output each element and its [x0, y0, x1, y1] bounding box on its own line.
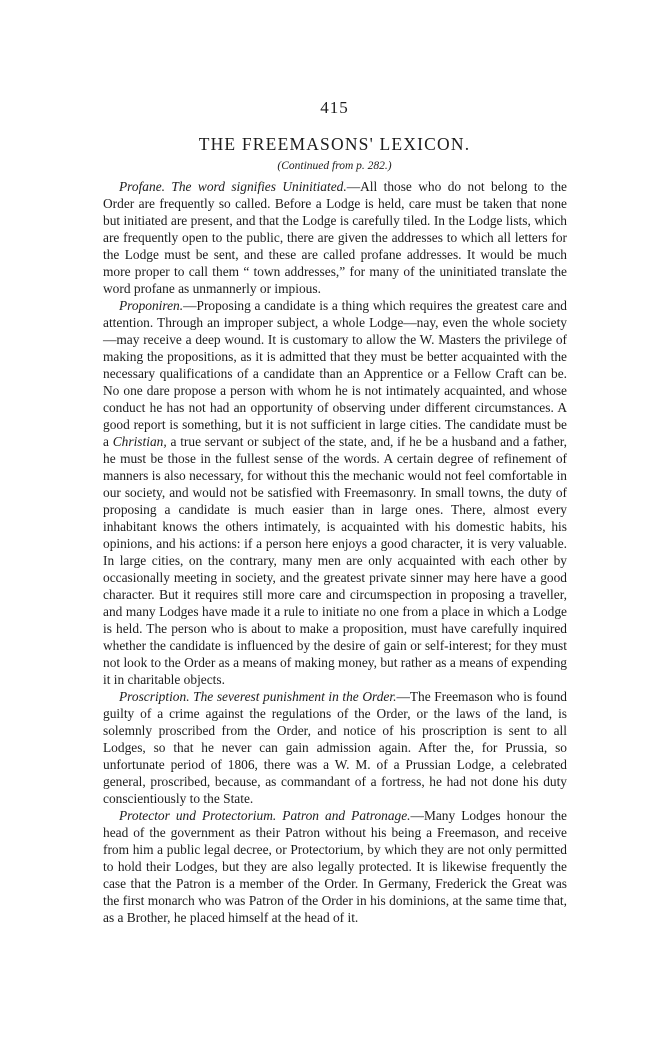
entry-term: Proscription.	[119, 689, 190, 704]
entry-profane	[103, 178, 567, 297]
entry-text: a true servant or subject of the state, and, if he be a husband and a father, he must be those in the fullest sense of the words. A certain degree of refinement of manners is also necessary, for without this the mechanic would not feel comfortable in our society, and would not be satisfied with Freemasonry. In small towns, the duty of proposing a candidate is much easier than in large ones. There, almost every inhabitant knows the others intimately, is acquainted with his domestic habits, his opinions, and his actions: if a person here enjoys a good character, it is very valuable. In large cities, on the contrary, many men are only acquainted with each other by occasionally meeting in society, and the greatest private sinner may here have a good character. But it requires still more care and circumspection in proposing a traveller, and many Lodges have made it a rule to initiate no one from a place in which a Lodge is held. The person who is about to make a proposition, must have carefully inquired whether the candidate is influenced by the desire of gain or self-interest; for they must not look to the Order as a means of making money, but rather as a means of expending it in charitable objects.	[103, 434, 567, 687]
entry-protector	[103, 807, 567, 926]
lexicon-body	[103, 178, 567, 926]
entry-subtitle: The word signifies Uninitiated.	[171, 179, 347, 194]
entry-subtitle: The severest punishment in the Order.	[193, 689, 397, 704]
entry-term: Proponiren.	[119, 298, 184, 313]
page-number: 415	[320, 98, 349, 117]
entry-text: —All those who do not belong to the Order are frequently so called. Before a Lodge is held, care must be taken that none but initiated are present, and that the Lodge is carefully tiled. In the Lodge lists, which are frequently open to the public, there are given the addresses to which all letters for the Lodge must be sent, and these are called profane addresses. It would be much more proper to call them “ town addresses,” for many of the uninitiated translate the word profane as unmannerly or impious.	[103, 179, 568, 296]
entry-term: Profane.	[119, 179, 165, 194]
entry-subtitle: Patron and Patronage.	[282, 808, 411, 823]
entry-proponiren	[103, 297, 567, 688]
entry-text: —The Freemason who is found guilty of a crime against the regulations of the Order, or the laws of the land, is solemnly proscribed from the Order, and notice of his proscription is sent to all Lodges, so that he never can gain admission again. After the, for Prussia, so unfortunate period of 1806, there was a W. M. of a Prussian Lodge, a celebrated general, proscribed, because, as commandant of a fortress, he had not done his duty conscientiously to the State.	[103, 689, 567, 806]
entry-text: —Proposing a candidate is a thing which requires the greatest care and attention. Through an improper subject, a whole Lodge—nay, even the whole society—may receive a deep wound. It is customary to allow the W. Masters the privilege of making the propositions, as it is admitted that they must be better acquainted with the necessary qualifications of a candidate than an Apprentice or a Fellow Craft can be. No one dare propose a person with whom he is not intimately acquainted, and whose conduct he has not had an opportunity of observing under different circumstances. A good report is something, but it is not sufficient in large cities. The candidate must be a	[103, 298, 567, 449]
continuation-note: (Continued from p. 282.)	[277, 160, 392, 172]
entry-emphasis: Christian,	[112, 434, 167, 449]
entry-text: —Many Lodges honour the head of the government as their Patron without his being a Freemason, and receive from him a public legal decree, or Protectorium, by which they are not only permitted to hold their Lodges, but they are also legally protected. It is likewise frequently the case that the Patron is a member of the Order. In Germany, Frederick the Great was the first monarch who was Patron of the Order in his dominions, at the same time that, as a Brother, he placed himself at the head of it.	[103, 808, 567, 925]
page-title: THE FREEMASONS' LEXICON.	[198, 134, 471, 154]
entry-proscription	[103, 688, 567, 807]
entry-term: Protector und Protectorium.	[119, 808, 277, 823]
